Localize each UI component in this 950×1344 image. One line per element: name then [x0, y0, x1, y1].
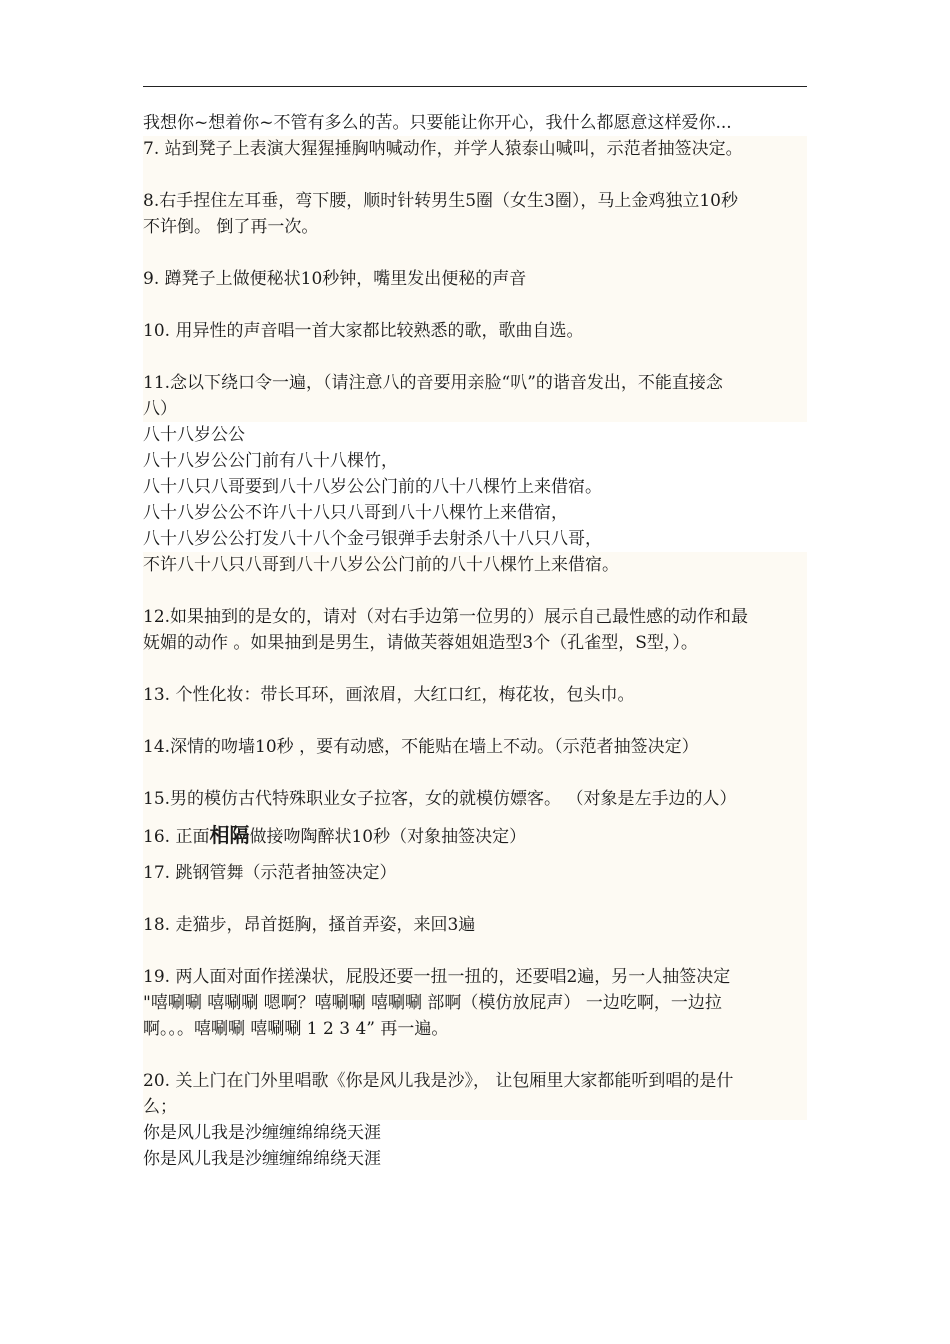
item-13: 13. 个性化妆：带长耳环，画浓眉，大红口红，梅花妆，包头巾。 — [143, 682, 807, 708]
item-15: 15.男的模仿古代特殊职业女子拉客，女的就模仿嫖客。 （对象是左手边的人） — [143, 786, 807, 812]
header-rule — [143, 86, 807, 87]
item-16: 16. 正面相隔做接吻陶醉状10秒（对象抽签决定） — [143, 822, 807, 850]
item-11: 11.念以下绕口令一遍，（请注意八的音要用亲脸“叭”的谐音发出，不能直接念 八） — [143, 370, 807, 422]
document-body — [143, 110, 807, 1172]
item-14: 14.深情的吻墙10秒 ，要有动感，不能贴在墙上不动。（示范者抽签决定） — [143, 734, 807, 760]
emphasized-word: 相隔 — [209, 823, 250, 847]
tongue-twister-line: 不许八十八只八哥到八十八岁公公门前的八十八棵竹上来借宿。 — [143, 552, 807, 578]
tongue-twister-line: 八十八岁公公打发八十八个金弓银弹手去射杀八十八只八哥， — [143, 529, 602, 549]
song-lyric-line: 你是风儿我是沙缠缠绵绵绕天涯 — [143, 1149, 381, 1169]
item-10: 10. 用异性的声音唱一首大家都比较熟悉的歌，歌曲自选。 — [143, 318, 807, 344]
lyric-line: 我想你~想着你~不管有多么的苦。只要能让你开心，我什么都愿意这样爱你... — [143, 113, 732, 133]
item-19: 19. 两人面对面作搓澡状，屁股还要一扭一扭的，还要唱2遍，另一人抽签决定 "嘻唰唰 嘻唰唰 嗯啊？嘻唰唰 嘻唰唰 部啊（模仿放屁声） 一边吃啊，一边拉 啊。。。嘻唰唰 嘻唰唰 1 2 3 4” 再一遍。 — [143, 964, 807, 1042]
item-8: 8.右手捏住左耳垂，弯下腰，顺时针转男生5圈（女生3圈），马上金鸡独立10秒 不许倒。 倒了再一次。 — [143, 188, 807, 240]
item-12: 12.如果抽到的是女的，请对（对右手边第一位男的）展示自己最性感的动作和最 妩媚的动作 。如果抽到是男生，请做芙蓉姐姐造型3个（孔雀型，S型，）。 — [143, 604, 807, 656]
tongue-twister-line: 八十八岁公公 — [143, 425, 245, 445]
item-9: 9. 蹲凳子上做便秘状10秒钟，嘴里发出便秘的声音 — [143, 266, 807, 292]
item-17: 17. 跳钢管舞（示范者抽签决定） — [143, 860, 807, 886]
tongue-twister-line: 八十八岁公公不许八十八只八哥到八十八棵竹上来借宿， — [143, 503, 568, 523]
song-lyric-line: 你是风儿我是沙缠缠绵绵绕天涯 — [143, 1123, 381, 1143]
item-18: 18. 走猫步，昂首挺胸，搔首弄姿，来回3遍 — [143, 912, 807, 938]
item-20: 20. 关上门在门外里唱歌《你是风儿我是沙》， 让包厢里大家都能听到唱的是什 么； — [143, 1068, 807, 1120]
tongue-twister-line: 八十八只八哥要到八十八岁公公门前的八十八棵竹上来借宿。 — [143, 477, 602, 497]
tongue-twister-line: 八十八岁公公门前有八十八棵竹， — [143, 451, 398, 471]
item-7: 7. 站到凳子上表演大猩猩捶胸呐喊动作，并学人猿泰山喊叫，示范者抽签决定。 — [143, 136, 807, 162]
